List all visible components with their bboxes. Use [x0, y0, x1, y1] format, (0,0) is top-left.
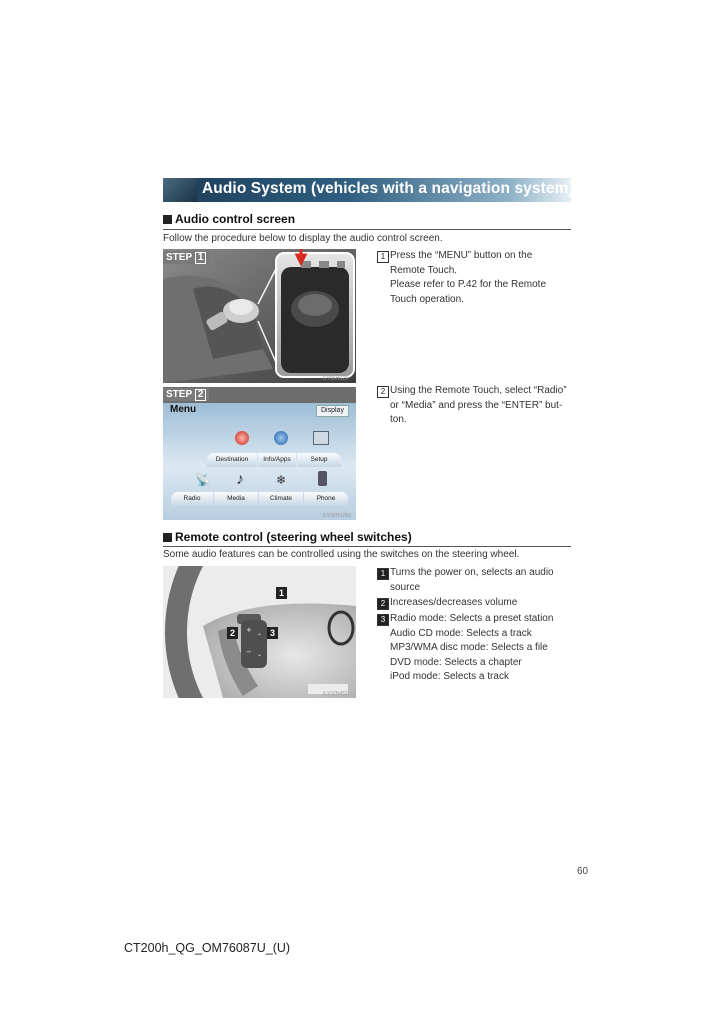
- menu-screen-figure: [163, 387, 356, 520]
- section-rule: [163, 546, 571, 547]
- remote-touch-illustration: [163, 249, 356, 383]
- step-1-label: STEP 1: [163, 251, 209, 264]
- radio-button[interactable]: Radio: [171, 492, 213, 506]
- title-banner-block: [163, 178, 197, 202]
- step-1-instruction: Press the “MENU” button on the Remote Touch. Please refer to P.42 for the Remote Touch operation.: [390, 250, 547, 305]
- item-3-text: Radio mode: Selects a preset station Audio CD mode: Selects a track MP3/WMA disc mode: Selects a file DVD mode: Selects a chapter iPod mode: Selects a track: [390, 613, 554, 683]
- figure-tag: ILY06H328U: [323, 513, 352, 519]
- section-intro: Some audio features can be controlled using the switches on the steering wheel.: [163, 549, 520, 560]
- phone-icon: [318, 471, 327, 486]
- callout-2: 2: [227, 627, 238, 639]
- svg-text:+: +: [246, 626, 252, 634]
- setup-button[interactable]: Setup: [297, 453, 341, 467]
- svg-text:⌃: ⌃: [257, 633, 263, 640]
- steering-wheel-illustration: [163, 566, 356, 698]
- item-number-box: 2: [377, 598, 389, 610]
- setup-icon: [313, 431, 329, 445]
- music-note-icon: ♪: [236, 471, 244, 488]
- item-number-box: 3: [377, 614, 389, 626]
- steering-wheel-figure: [163, 566, 356, 698]
- document-footer: CT200h_QG_OM76087U_(U): [124, 941, 291, 955]
- remote-touch-figure: [163, 249, 356, 383]
- info-icon: [274, 431, 288, 445]
- page-number: 60: [577, 866, 589, 877]
- svg-text:−: −: [246, 648, 252, 656]
- section-marker-square: [163, 533, 172, 542]
- step-2-label: STEP 2: [163, 388, 209, 401]
- climate-button[interactable]: Climate: [259, 492, 303, 506]
- phone-button[interactable]: Phone: [304, 492, 348, 506]
- step-2-instruction: Using the Remote Touch, select “Radio” or “Media” and press the “ENTER” but- ton.: [390, 385, 567, 426]
- section-rule: [163, 229, 571, 230]
- page-title: Audio System (vehicles with a navigation system): [202, 180, 574, 197]
- section-intro: Follow the procedure below to display the audio control screen.: [163, 233, 443, 244]
- display-button[interactable]: Display: [316, 405, 349, 417]
- section-marker-square: [163, 215, 172, 224]
- radio-tower-icon: 📡: [195, 473, 210, 487]
- figure-tag: ILY06H326: [323, 376, 348, 382]
- callout-3: 3: [267, 627, 278, 639]
- media-button[interactable]: Media: [214, 492, 258, 506]
- svg-text:⌄: ⌄: [257, 651, 263, 658]
- item-2-text: Increases/decreases volume: [390, 597, 518, 608]
- menu-title: Menu: [170, 404, 197, 415]
- info-apps-button[interactable]: Info/Apps: [258, 453, 296, 467]
- section-heading-audio-control-screen: Audio control screen: [175, 212, 296, 226]
- figure-tag: ILY32H452: [323, 691, 348, 697]
- section-heading-remote-control: Remote control (steering wheel switches): [175, 530, 412, 544]
- item-number-box: 1: [377, 251, 389, 263]
- destination-icon: [235, 431, 249, 445]
- destination-button[interactable]: Destination: [207, 453, 257, 467]
- item-number-box: 2: [377, 386, 389, 398]
- item-number-box: 1: [377, 568, 389, 580]
- item-1-text: Turns the power on, selects an audio source: [390, 567, 554, 593]
- callout-1: 1: [276, 587, 287, 599]
- climate-icon: ❄: [276, 473, 287, 487]
